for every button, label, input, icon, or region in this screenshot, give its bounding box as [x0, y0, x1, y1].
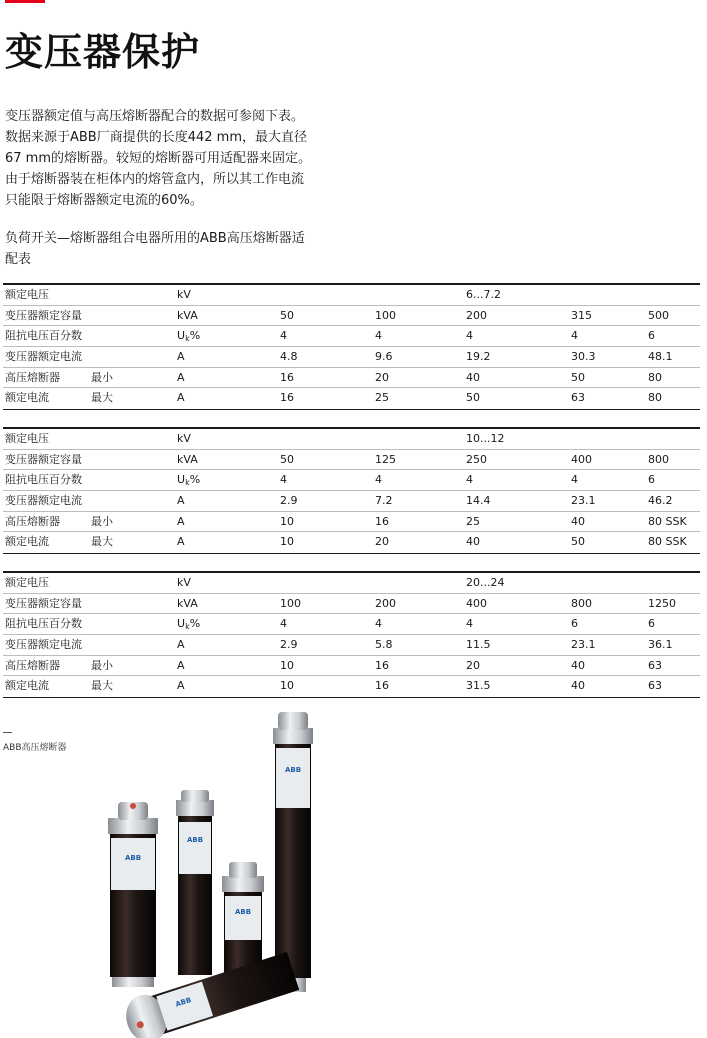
- value-cell: 6: [571, 617, 578, 631]
- value-cell: 46.2: [648, 494, 673, 508]
- unit-cell: A: [177, 494, 185, 508]
- row-fuse-min: [3, 368, 700, 389]
- abb-logo-middle: ABB: [186, 836, 204, 844]
- unit-cell: A: [177, 350, 185, 364]
- value-cell: 315: [571, 308, 592, 322]
- unit-cell: [177, 614, 200, 635]
- row-label: 变压器额定电流: [5, 350, 82, 364]
- value-cell: 80: [648, 370, 662, 384]
- row-transformer-current: [3, 491, 700, 512]
- intro-line: 数据来源于ABB厂商提供的长度442 mm，最大直径: [5, 130, 308, 145]
- row-transformer-capacity: [3, 594, 700, 615]
- abb-logo-left: ABB: [124, 854, 142, 862]
- value-cell: 25: [375, 391, 389, 405]
- row-label: 阻抗电压百分数: [5, 617, 82, 631]
- row-sublabel: 最大: [91, 535, 113, 549]
- value-cell: 16: [375, 514, 389, 528]
- voltage-range: 10...12: [466, 432, 505, 445]
- value-cell: 23.1: [571, 638, 596, 652]
- row-label: 额定电压: [5, 576, 49, 589]
- value-cell: 20: [375, 535, 389, 549]
- row-rated-voltage: [3, 573, 700, 594]
- value-cell: 23.1: [571, 494, 596, 508]
- value-cell: 4.8: [280, 350, 298, 364]
- row-label: 阻抗电压百分数: [5, 473, 82, 487]
- value-cell: 4: [375, 473, 382, 487]
- value-cell: 4: [571, 473, 578, 487]
- value-cell: 6: [648, 473, 655, 487]
- accent-bar: [5, 0, 45, 3]
- value-cell: 800: [648, 452, 669, 466]
- value-cell: 16: [375, 658, 389, 672]
- abb-logo-short: ABB: [234, 908, 252, 916]
- value-cell: 80: [648, 391, 662, 405]
- value-cell: 48.1: [648, 350, 673, 364]
- unit-cell: A: [177, 658, 185, 672]
- value-cell: 30.3: [571, 350, 596, 364]
- value-cell: 20: [466, 658, 480, 672]
- row-fuse-max: [3, 676, 700, 697]
- row-sublabel: 最大: [91, 391, 113, 405]
- row-fuse-min: [3, 656, 700, 677]
- fuse-middle: [176, 790, 214, 975]
- value-cell: 4: [466, 473, 473, 487]
- value-cell: 80 SSK: [648, 514, 687, 528]
- value-cell: 200: [466, 308, 487, 322]
- caption-dash: [3, 732, 12, 733]
- row-label: 额定电流: [5, 679, 49, 693]
- value-cell: 40: [571, 658, 585, 672]
- value-cell: 6: [648, 329, 655, 343]
- value-cell: 2.9: [280, 494, 298, 508]
- value-cell: 40: [466, 370, 480, 384]
- intro-line: 只能限于熔断器额定电流的60%。: [5, 193, 203, 208]
- voltage-range: 6...7.2: [466, 288, 501, 301]
- unit-uk-main: U: [177, 473, 186, 487]
- row-sublabel: 最小: [91, 370, 113, 384]
- unit-cell: kVA: [177, 308, 198, 322]
- unit-cell: kV: [177, 288, 191, 301]
- row-label: 高压熔断器: [5, 370, 60, 384]
- row-rated-voltage: [3, 429, 700, 450]
- value-cell: 14.4: [466, 494, 491, 508]
- unit-cell: [177, 470, 200, 491]
- row-label: 变压器额定容量: [5, 596, 82, 610]
- table-heading: [5, 228, 345, 270]
- value-cell: 5.8: [375, 638, 393, 652]
- row-label: 额定电压: [5, 432, 49, 445]
- value-cell: 9.6: [375, 350, 393, 364]
- value-cell: 50: [571, 535, 585, 549]
- value-cell: 16: [375, 679, 389, 693]
- unit-cell: kVA: [177, 452, 198, 466]
- row-transformer-capacity: [3, 450, 700, 471]
- row-impedance-voltage: [3, 614, 700, 635]
- table-heading-line: 负荷开关—熔断器组合电器所用的ABB高压熔断器适: [5, 231, 305, 246]
- value-cell: 16: [280, 370, 294, 384]
- photo-caption: ABB高压熔断器: [3, 743, 67, 753]
- value-cell: 4: [280, 617, 287, 631]
- value-cell: 16: [280, 391, 294, 405]
- unit-uk-main: U: [177, 617, 186, 631]
- unit-cell: kV: [177, 576, 191, 589]
- voltage-range: 20...24: [466, 576, 505, 589]
- row-fuse-min: [3, 512, 700, 533]
- row-label: 高压熔断器: [5, 658, 60, 672]
- value-cell: 6: [648, 617, 655, 631]
- abb-logo-lying: ABB: [174, 996, 193, 1009]
- value-cell: 10: [280, 679, 294, 693]
- value-cell: 19.2: [466, 350, 491, 364]
- fuse-photo: [100, 700, 330, 1038]
- row-sublabel: 最小: [91, 658, 113, 672]
- row-label: 变压器额定电流: [5, 638, 82, 652]
- intro-line: 由于熔断器装在柜体内的熔管盒内，所以其工作电流: [5, 172, 305, 187]
- row-label: 额定电流: [5, 391, 49, 405]
- unit-cell: A: [177, 370, 185, 384]
- value-cell: 200: [375, 596, 396, 610]
- row-transformer-current: [3, 347, 700, 368]
- value-cell: 4: [280, 329, 287, 343]
- unit-cell: A: [177, 535, 185, 549]
- value-cell: 4: [571, 329, 578, 343]
- unit-uk-percent: %: [189, 329, 201, 343]
- unit-uk-percent: %: [189, 617, 201, 631]
- unit-cell: A: [177, 391, 185, 405]
- value-cell: 20: [375, 370, 389, 384]
- row-sublabel: 最大: [91, 679, 113, 693]
- value-cell: 50: [571, 370, 585, 384]
- value-cell: 50: [466, 391, 480, 405]
- fuse-table: [3, 427, 700, 554]
- unit-uk-percent: %: [189, 473, 201, 487]
- unit-uk-main: U: [177, 329, 186, 343]
- value-cell: 40: [466, 535, 480, 549]
- row-label: 变压器额定电流: [5, 494, 82, 508]
- row-fuse-max: [3, 532, 700, 553]
- fuse-table: [3, 571, 700, 698]
- value-cell: 500: [648, 308, 669, 322]
- value-cell: 50: [280, 452, 294, 466]
- value-cell: 4: [375, 329, 382, 343]
- value-cell: 4: [466, 617, 473, 631]
- abb-logo-tall: ABB: [284, 766, 302, 774]
- row-transformer-current: [3, 635, 700, 656]
- row-label: 阻抗电压百分数: [5, 329, 82, 343]
- row-sublabel: 最小: [91, 514, 113, 528]
- value-cell: 63: [648, 679, 662, 693]
- row-label: 额定电流: [5, 535, 49, 549]
- row-label: 变压器额定容量: [5, 308, 82, 322]
- intro-line: 67 mm的熔断器。较短的熔断器可用适配器来固定。: [5, 151, 312, 166]
- value-cell: 2.9: [280, 638, 298, 652]
- unit-cell: [177, 326, 200, 347]
- unit-cell: kVA: [177, 596, 198, 610]
- row-label: 变压器额定容量: [5, 452, 82, 466]
- page-title: 变压器保护: [5, 30, 201, 74]
- fuse-left: [108, 802, 158, 987]
- value-cell: 4: [466, 329, 473, 343]
- fuse-table: [3, 283, 700, 410]
- value-cell: 4: [280, 473, 287, 487]
- value-cell: 11.5: [466, 638, 491, 652]
- unit-cell: A: [177, 679, 185, 693]
- value-cell: 50: [280, 308, 294, 322]
- value-cell: 63: [571, 391, 585, 405]
- unit-uk-subscript: k: [185, 334, 190, 344]
- row-rated-voltage: [3, 285, 700, 306]
- table-heading-line: 配表: [5, 252, 32, 267]
- value-cell: 10: [280, 658, 294, 672]
- value-cell: 400: [571, 452, 592, 466]
- value-cell: 4: [375, 617, 382, 631]
- unit-cell: A: [177, 638, 185, 652]
- fuse-tall: [273, 712, 313, 992]
- row-label: 高压熔断器: [5, 514, 60, 528]
- value-cell: 36.1: [648, 638, 673, 652]
- value-cell: 7.2: [375, 494, 393, 508]
- value-cell: 100: [280, 596, 301, 610]
- value-cell: 10: [280, 535, 294, 549]
- unit-cell: kV: [177, 432, 191, 445]
- row-label: 额定电压: [5, 288, 49, 301]
- unit-uk-subscript: k: [185, 622, 190, 632]
- row-fuse-max: [3, 388, 700, 409]
- unit-cell: A: [177, 514, 185, 528]
- row-transformer-capacity: [3, 306, 700, 327]
- value-cell: 1250: [648, 596, 676, 610]
- value-cell: 800: [571, 596, 592, 610]
- value-cell: 63: [648, 658, 662, 672]
- value-cell: 400: [466, 596, 487, 610]
- value-cell: 40: [571, 679, 585, 693]
- unit-uk-subscript: k: [185, 478, 190, 488]
- row-impedance-voltage: [3, 326, 700, 347]
- intro-line: 变压器额定值与高压熔断器配合的数据可参阅下表。: [5, 109, 305, 124]
- intro-paragraph: [5, 106, 345, 211]
- value-cell: 10: [280, 514, 294, 528]
- value-cell: 31.5: [466, 679, 491, 693]
- value-cell: 100: [375, 308, 396, 322]
- value-cell: 40: [571, 514, 585, 528]
- value-cell: 125: [375, 452, 396, 466]
- value-cell: 250: [466, 452, 487, 466]
- row-impedance-voltage: [3, 470, 700, 491]
- value-cell: 80 SSK: [648, 535, 687, 549]
- value-cell: 25: [466, 514, 480, 528]
